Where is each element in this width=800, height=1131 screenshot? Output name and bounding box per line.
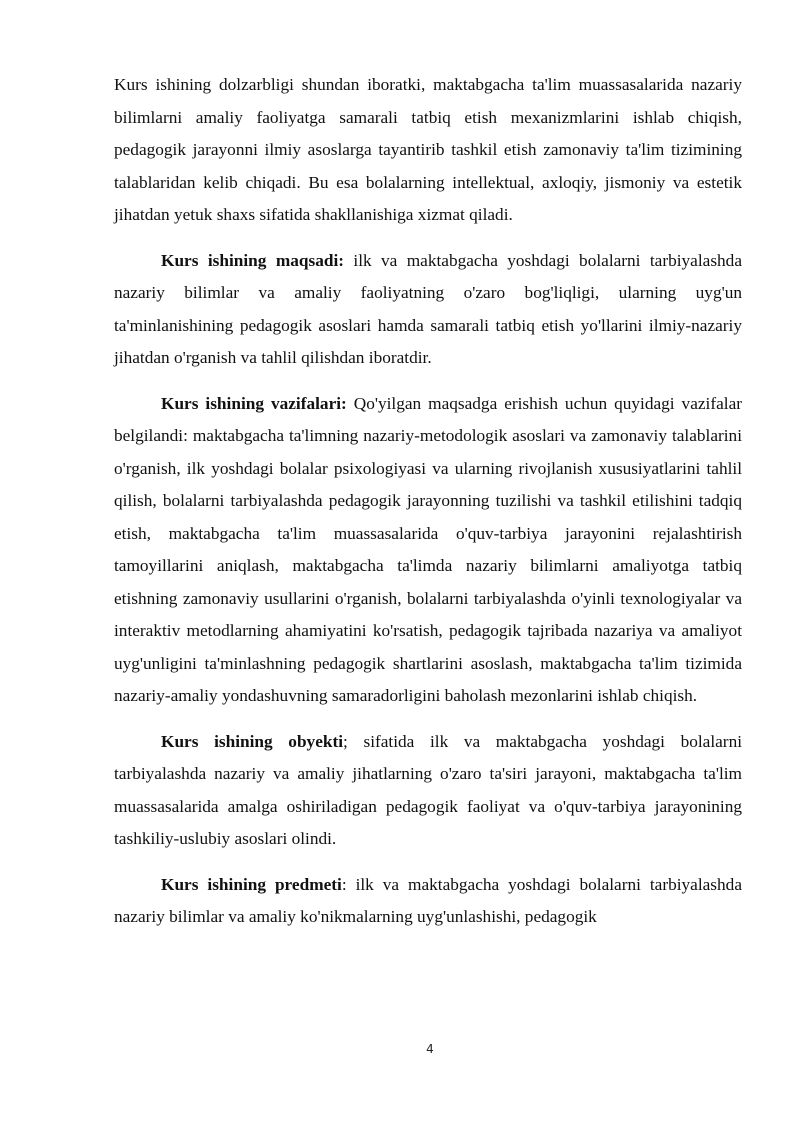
paragraph-relevance [114,69,742,232]
paragraph-text: Kurs ishining dolzarbligi shundan iboratki, maktabgacha ta'lim muassasalarida nazariy bilimlarni amaliy faoliyatga samarali tatbiq etish mexanizmlarini ishlab chiqish, pedagogik jarayonni ilmiy asoslarga tayantirib tashkil etish zamonaviy ta'lim tizimining talablaridan kelib chiqadi. Bu esa bolalarning intellektual, axloqiy, jismoniy va estetik jihatdan yetuk shaxs sifatida shakllanishiga xizmat qiladi. [114,75,742,224]
page-number: 4 [426,1042,434,1056]
page-body [114,69,742,947]
paragraph-label: Kurs ishining predmeti [161,874,342,894]
paragraph-tasks [114,388,742,713]
paragraph-text: Qo'yilgan maqsadga erishish uchun quyidagi vazifalar belgilandi: maktabgacha ta'limning nazariy-metodologik asoslari va zamonaviy talablarini o'rganish, ilk yoshdagi bolalar psixologiyasi va ularning rivojlanish xususiyatlarini tahlil qilish, bolalarni tarbiyalashda pedagogik jarayonning tuzilishi va tashkil etilishini tadqiq etish, maktabgacha ta'lim muassasalarida o'quv-tarbiya jarayonini rejalashtirish tamoyillarini aniqlash, maktabgacha ta'limda nazariy bilimlarni amaliyotga tatbiq etishning zamonaviy usullarini o'rganish, bolalarni tarbiyalashda o'yinli texnologiyalar va interaktiv metodlarning ahamiyatini ko'rsatish, pedagogik tajribada nazariya va amaliyot uyg'unligini ta'minlashning pedagogik shartlarini asoslash, maktabgacha ta'lim tizimida nazariy-amaliy yondashuvning samaradorligini baholash mezonlarini ishlab chiqish. [114,393,742,705]
paragraph-label: Kurs ishining vazifalari: [161,393,347,413]
paragraph-goal [114,245,742,375]
paragraph-label: Kurs ishining maqsadi: [161,250,345,270]
paragraph-subject [114,869,742,934]
paragraph-label: Kurs ishining obyekti [161,731,344,751]
paragraph-object [114,726,742,856]
paragraph-text: ; sifatida ilk va maktabgacha yoshdagi bolalarni tarbiyalashda nazariy va amaliy jihatlarning o'zaro ta'siri jarayoni, maktabgacha ta'lim muassasalarida amalga oshiriladigan pedagogik faoliyat va o'quv-tarbiya jarayonining tashkiliy-uslubiy asoslari olindi. [114,731,743,848]
paragraph-text: : ilk va maktabgacha yoshdagi bolalarni tarbiyalashda nazariy bilimlar va amaliy ko'nikmalarning uyg'unlashishi, pedagogik [114,874,742,926]
paragraph-text: ilk va maktabgacha yoshdagi bolalarni tarbiyalashda nazariy bilimlar va amaliy faoliyatning o'zaro bog'liqligi, ularning uyg'un ta'minlanishining pedagogik asoslari hamda samarali tatbiq etish yo'llarini ilmiy-nazariy jihatdan o'rganish va tahlil qilishdan iboratdir. [114,250,742,367]
